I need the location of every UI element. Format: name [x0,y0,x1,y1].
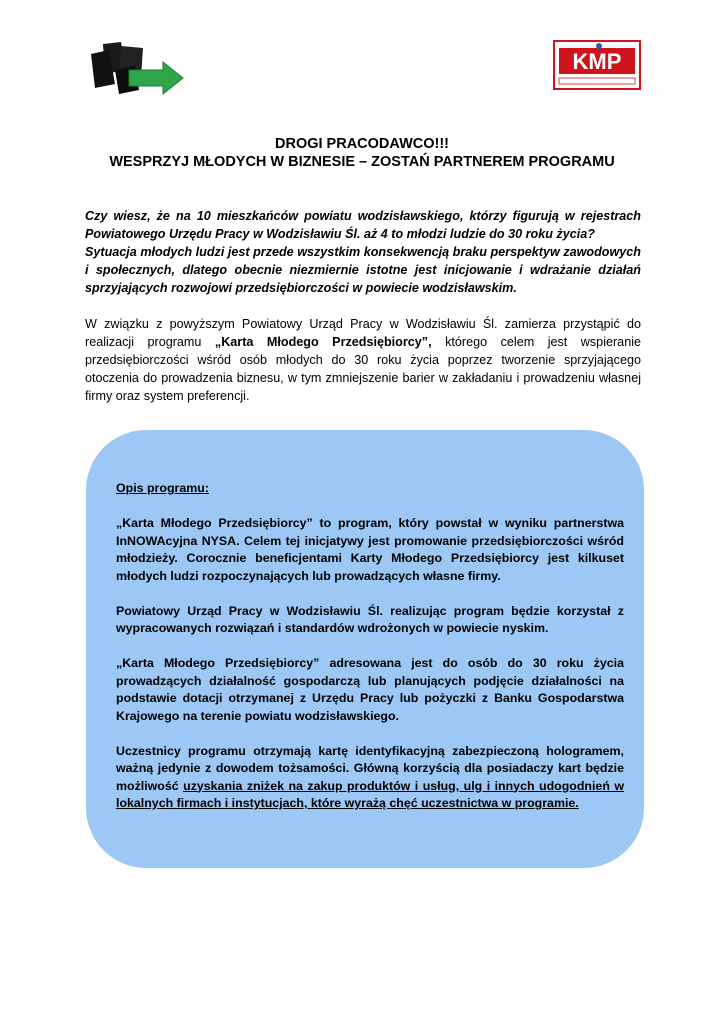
program-paragraph-1: „Karta Młodego Przedsiębiorcy” to program, który powstał w wyniku partnerstwa InNOWAcyjna NYSA. Celem tej inicjatywy jest promowanie przedsiębiorczości wśród młodzieży. Corocznie beneficjentami Karty Młodego Przedsiębiorcy jest kilkuset młodych ludzi rozpoczynających lub prowadzących własne firmy. [116,516,624,583]
main-text-start: W związku z powyższym Powiatowy Urząd Pracy w Wodzisławiu Śl. zamierza przystąpić do realizacji programu [85,317,641,349]
program-name: „Karta Młodego Przedsiębiorcy”, [214,335,432,349]
kmp-logo-icon [553,40,641,90]
svg-text:KMP: KMP [572,49,622,74]
program-description-heading: Opis programu: [116,481,209,495]
green-arrow-cards-logo-icon [85,40,185,98]
intro-text [85,207,641,297]
kmp-logo [553,40,641,90]
program-paragraph-4 [116,743,624,813]
program-paragraph-4-start: Uczestnicy programu otrzymają kartę identyfikacyjną zabezpieczoną hologramem, ważną jedynie z dowodem tożsamości. Główną korzyścią dla posiadaczy kart będzie możliwość [116,743,624,793]
main-paragraph [85,315,641,405]
program-paragraph-2: Powiatowy Urząd Pracy w Wodzisławiu Śl. realizując program będzie korzystał z wypracowanych rozwiązań i standardów wdrożonych w powiecie nyskim. [116,603,624,635]
main-text-end: którego celem jest wspieranie przedsiębiorczości wśród osób młodych do 30 roku życia poprzez tworzenie sprzyjającego otoczenia do prowadzenia biznesu, w tym zmniejszenie barier w zakładaniu i prowadzeniu własnej firmy oraz system preferencji. [85,335,641,403]
benefits-text: uzyskania zniżek na zakup produktów i usług, ulg i innych udogodnień w lokalnych firmach i instytucjach, które wyrażą chęć uczestnictwa w programie. [116,778,624,810]
intro-paragraph-2: Sytuacja młodych ludzi jest przede wszystkim konsekwencją braku perspektyw zawodowych i społecznych, dlatego obecnie niezmiernie istotne jest inicjowanie i wdrażanie działań sprzyjających rozwojowi przedsiębiorczości w powiecie wodzisławskim. [85,245,641,295]
page-title: DROGI PRACODAWCO!!! [275,136,449,152]
organization-logo [85,40,185,98]
intro-paragraph-1: Czy wiesz, że na 10 mieszkańców powiatu wodzisławskiego, którzy figurują w rejestrach Powiatowego Urzędu Pracy w Wodzisławiu Śl. aż 4 to młodzi ludzie do 30 roku życia? [85,209,641,241]
page-subtitle: WESPRZYJ MŁODYCH W BIZNESIE – ZOSTAŃ PARTNEREM PROGRAMU [109,154,615,170]
program-paragraph-3: „Karta Młodego Przedsiębiorcy” adresowana jest do osób do 30 roku życia prowadzących działalność gospodarczą lub planujących podjęcie działalności na podstawie dotacji otrzymanej z Urzędu Pracy lub pożyczki z Banku Gospodarstwa Krajowego na terenie powiatu wodzisławskiego. [116,656,624,723]
program-description [116,480,624,830]
